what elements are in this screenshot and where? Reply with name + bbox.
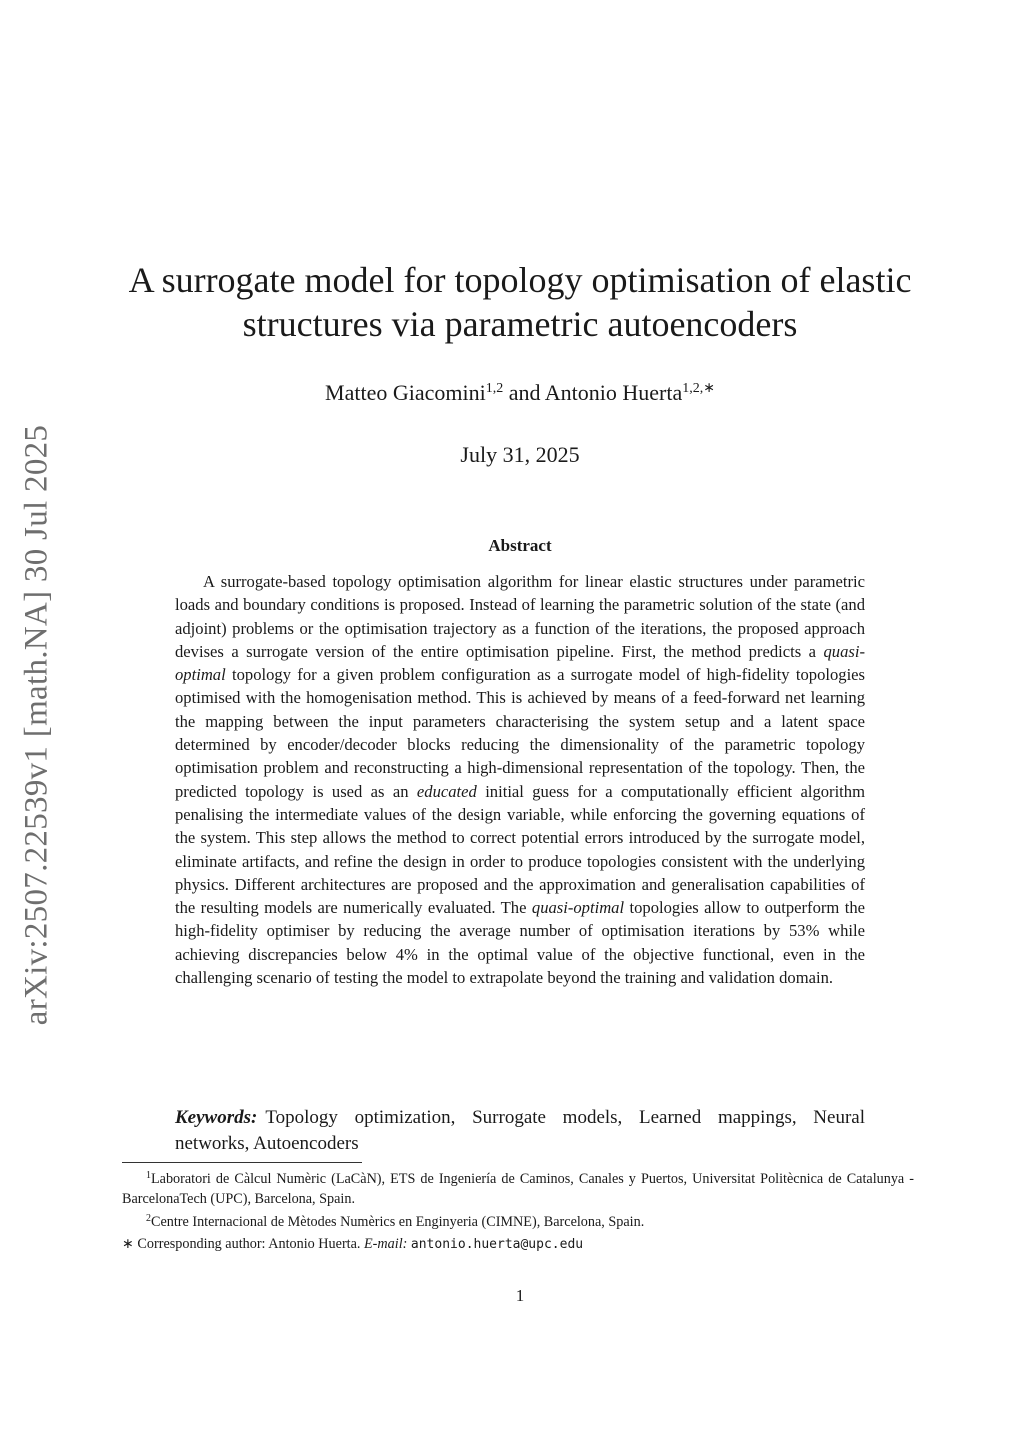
abstract-emphasis: educated bbox=[416, 781, 477, 801]
email-link[interactable]: antonio.huerta@upc.edu bbox=[410, 1237, 584, 1252]
author-affiliation-mark: 1,2,∗ bbox=[682, 381, 715, 396]
arxiv-sidebar bbox=[2, 410, 72, 1040]
abstract-body bbox=[175, 570, 865, 989]
abstract-text: topology for a given problem configuration as a surrogate model of high-fidelity topologies optimised with the homogenisation method. This is achieved by means of a feed-forward net learning the mapping between the input parameters characterising the system setup and a latent space determined by encoder/decoder blocks reducing the dimensionality of the parametric topology optimisation problem and reconstructing a high-dimensional representation of the topology. Then, the predicted topology is used as an bbox=[175, 665, 866, 801]
keywords bbox=[175, 1105, 865, 1157]
email-label: E-mail: bbox=[364, 1236, 408, 1252]
paper-title: A surrogate model for topology optimisation of elastic structures via parametric autoencoders bbox=[128, 260, 912, 344]
footnote-mark: 1 bbox=[146, 1170, 151, 1181]
keywords-list: Topology optimization, Surrogate models, Learned mappings, Neural networks, Autoencoders bbox=[175, 1107, 865, 1154]
author-name: Antonio Huerta bbox=[544, 380, 683, 405]
footnote-mark: 2 bbox=[146, 1213, 151, 1224]
page-number: 1 bbox=[515, 1286, 525, 1305]
corresponding-prefix: ∗ Corresponding author: Antonio Huerta. bbox=[122, 1236, 361, 1252]
footnote-2 bbox=[122, 1209, 914, 1232]
abstract-emphasis: quasi-optimal bbox=[175, 641, 865, 685]
abstract-text: topologies allow to outperform the high-fidelity optimiser by reducing the average number of optimisation iterations by 53% while achieving discrepancies below 4% in the optimal value of the objective functional, even in the challenging scenario of testing the model to extrapolate beyond the training and validation domain. bbox=[175, 898, 865, 988]
author-name: Matteo Giacomini bbox=[325, 380, 486, 405]
footnote-rule bbox=[122, 1162, 362, 1163]
author-affiliation-mark: 1,2 bbox=[485, 381, 504, 396]
corresponding-author bbox=[122, 1236, 914, 1253]
keywords-label: Keywords: bbox=[175, 1107, 258, 1128]
footnote-text: Centre Internacional de Mètodes Numèrics en Enginyeria (CIMNE), Barcelona, Spain. bbox=[151, 1214, 645, 1230]
author-line bbox=[110, 380, 930, 406]
paper-date: July 31, 2025 bbox=[460, 442, 580, 467]
abstract-heading: Abstract bbox=[488, 536, 552, 555]
abstract-text: A surrogate-based topology optimisation algorithm for linear elastic structures under parametric loads and boundary conditions is proposed. Instead of learning the parametric solution of the state (and adjoint) problems or the optimisation trajectory as a function of the iterations, the proposed approach devises a surrogate version of the entire optimisation pipeline. First, the method predicts a bbox=[175, 572, 865, 661]
author-connector: and bbox=[508, 380, 541, 405]
abstract-emphasis: quasi-optimal bbox=[531, 898, 625, 918]
footnote-1 bbox=[122, 1166, 914, 1209]
footnote-text: Laboratori de Càlcul Numèric (LaCàN), ETS de Ingeniería de Caminos, Canales y Puertos, Universitat Politècnica de Catalunya - BarcelonaTech (UPC), Barcelona, Spain. bbox=[122, 1171, 914, 1207]
footnotes bbox=[122, 1166, 914, 1232]
arxiv-identifier: arXiv:2507.22539v1 [math.NA] 30 Jul 2025 bbox=[18, 424, 55, 1026]
abstract-text: initial guess for a computationally efficient algorithm penalising the intermediate values of the design variable, while enforcing the governing equations of the system. This step allows the method to correct potential errors introduced by the surrogate model, eliminate artifacts, and refine the design in order to produce topologies consistent with the underlying physics. Different architectures are proposed and the approximation and generalisation capabilities of the resulting models are numerically evaluated. The bbox=[175, 781, 865, 918]
